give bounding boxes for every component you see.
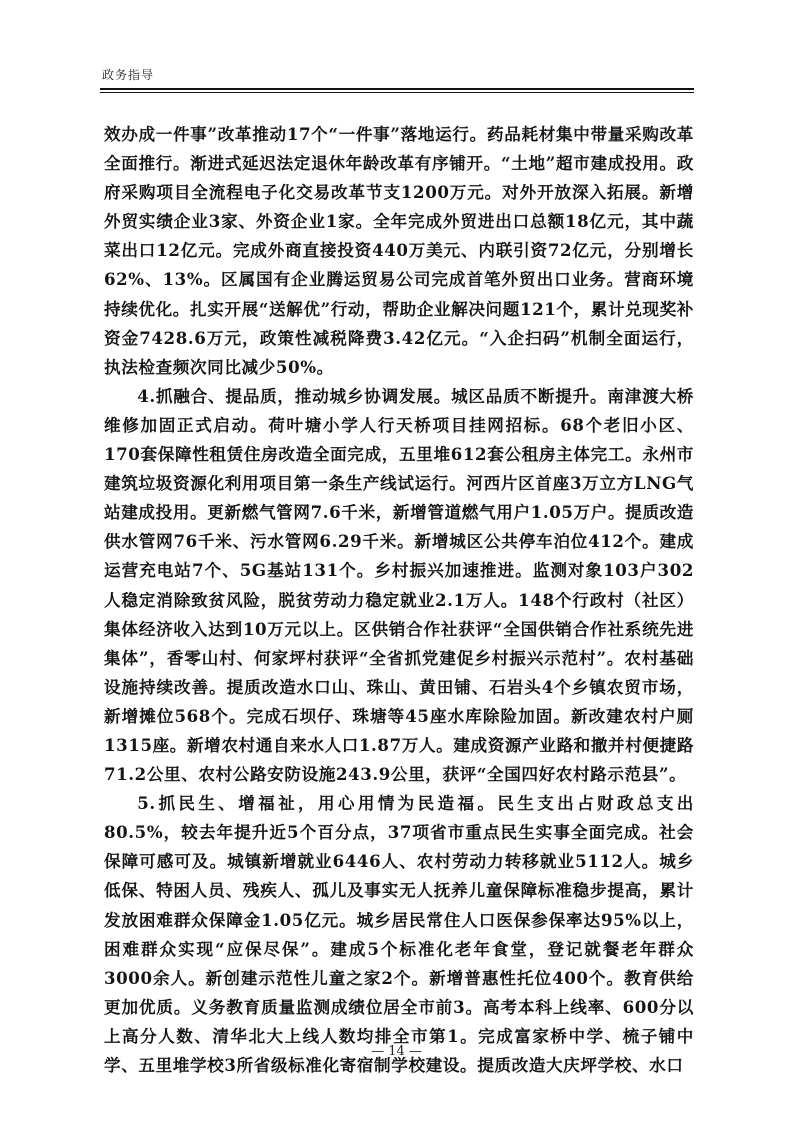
body-text <box>104 120 694 1080</box>
paragraph-continued: 效办成一件事”改革推动17个“一件事”落地运行。药品耗材集中带量采购改革全面推行。渐进式延迟法定退休年龄改革有序铺开。“土地”超市建成投用。政府采购项目全流程电子化交易改革节支1200万元。对外开放深入拓展。新增外贸实绩企业3家、外资企业1家。全年完成外贸进出口总额18亿元，其中蔬菜出口12亿元。完成外商直接投资440万美元、内联引资72亿元，分别增长62%、13%。区属国有企业腾运贸易公司完成首笔外贸出口业务。营商环境持续优化。扎实开展“送解优”行动，帮助企业解决问题121个，累计兑现奖补资金7428.6万元，政策性减税降费3.42亿元。“入企扫码”机制全面运行，执法检查频次同比减少50%。 <box>104 124 694 377</box>
paragraph-urban-rural: 4.抓融合、提品质，推动城乡协调发展。城区品质不断提升。南津渡大桥维修加固正式启动。荷叶塘小学人行天桥项目挂网招标。68个老旧小区、170套保障性租赁住房改造全面完成，五里堆612套公租房主体完工。永州市建筑垃圾资源化利用项目第一条生产线试运行。河西片区首座3万立方LNG气站建成投用。更新燃气管网7.6千米，新增管道燃气用户1.05万户。提质改造供水管网76千米、污水管网6.29千米。新增城区公共停车泊位412个。建成运营充电站7个、5G基站131个。乡村振兴加速推进。监测对象103户302人稳定消除致贫风险，脱贫劳动力稳定就业2.1万人。148个行政村（社区）集体经济收入达到10万元以上。区供销合作社获评“全国供销合作社系统先进集体”，香零山村、何家坪村获评“全省抓党建促乡村振兴示范村”。农村基础设施持续改善。提质改造水口山、珠山、黄田铺、石岩头4个乡镇农贸市场，新增摊位568个。完成石坝仔、珠塘等45座水库除险加固。新改建农村户厕1315座。新增农村通自来水人口1.87万人。建成资源产业路和撤并村便捷路71.2公里、农村公路安防设施243.9公里，获评“全国四好农村路示范县”。 <box>104 385 695 785</box>
header-rule <box>100 88 694 90</box>
page-number: — 14 — <box>371 1044 422 1059</box>
paragraph-livelihood: 5.抓民生、增福祉，用心用情为民造福。民生支出占财政总支出80.5%，较去年提升近5个百分点，37项省市重点民生实事全面完成。社会保障可感可及。城镇新增就业6446人、农村劳动力转移就业5112人。城乡低保、特困人员、残疾人、孤儿及事实无人抚养儿童保障标准稳步提高，累计发放困难群众保障金1.05亿元。城乡居民常住人口医保参保率达95%以上，困难群众实现“应保尽保”。建成5个标准化老年食堂，登记就餐老年群众3000余人。新创建示范性儿童之家2个。新增普惠性托位400个。教育供给更加优质。义务教育质量监测成绩位居全市前3。高考本科上线率、600分以上高分人数、清华北大上线人数均排全市第1。完成富家桥中学、梳子铺中学、五里堆学校3所省级标准化寄宿制学校建设。提质改造大庆坪学校、水口 <box>104 793 694 1075</box>
header-rule-thin <box>100 92 694 93</box>
running-header: 政务指导 <box>102 68 155 82</box>
